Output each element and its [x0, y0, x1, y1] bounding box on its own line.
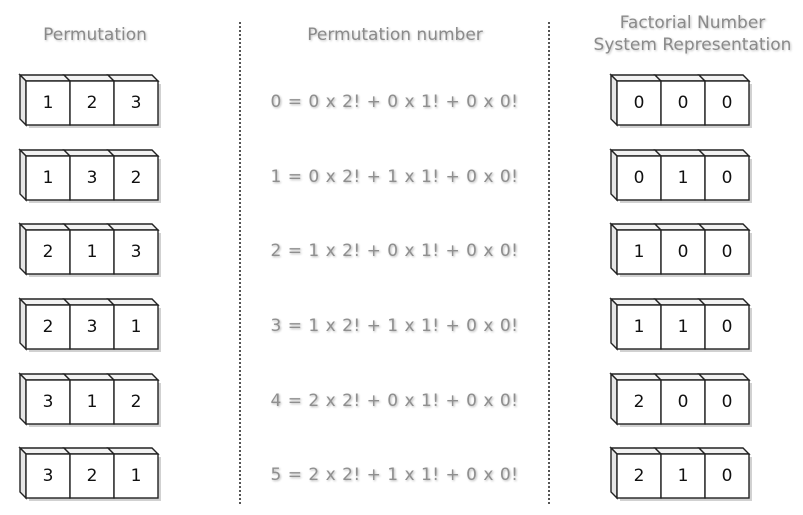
box-top-face — [699, 299, 749, 305]
box-top-face — [699, 448, 749, 454]
box-top-face — [611, 224, 661, 230]
permutation-boxes — [20, 148, 165, 204]
permutation-boxes-digit: 1 — [86, 392, 98, 412]
permutation-boxes-digit: 3 — [42, 392, 54, 412]
factorial-boxes — [611, 446, 756, 502]
box-side-face — [611, 448, 617, 498]
box-top-face — [64, 224, 114, 230]
box-top-face — [108, 299, 158, 305]
factorial-boxes-digit: 2 — [633, 392, 645, 412]
box-top-face — [655, 75, 705, 81]
box-side-face — [611, 75, 617, 125]
right-divider — [548, 22, 550, 504]
permutation-boxes-digit: 3 — [86, 317, 98, 337]
box-top-face — [108, 374, 158, 380]
permutation-boxes-digit: 3 — [130, 242, 142, 262]
permutation-boxes-digit: 1 — [86, 242, 98, 262]
factorial-boxes-digit: 0 — [721, 93, 733, 113]
box-top-face — [20, 374, 70, 380]
factorial-boxes — [611, 222, 756, 278]
box-side-face — [20, 224, 26, 274]
factorial-boxes — [611, 297, 756, 353]
permutation-boxes — [20, 73, 165, 129]
box-top-face — [655, 448, 705, 454]
box-side-face — [20, 374, 26, 424]
permutation-formula: 4 = 2 x 2! + 0 x 1! + 0 x 0! — [270, 391, 519, 411]
permutation-formula: 0 = 0 x 2! + 0 x 1! + 0 x 0! — [270, 92, 519, 112]
box-top-face — [64, 448, 114, 454]
permutation-boxes — [20, 446, 165, 502]
factorial-boxes-digit: 0 — [633, 93, 645, 113]
factorial-boxes — [611, 148, 756, 204]
box-side-face — [611, 299, 617, 349]
factorial-header — [580, 12, 803, 56]
box-top-face — [64, 374, 114, 380]
box-top-face — [699, 224, 749, 230]
box-top-face — [20, 224, 70, 230]
permutation-boxes-digit: 1 — [130, 466, 142, 486]
box-top-face — [20, 150, 70, 156]
factorial-boxes-digit: 0 — [721, 317, 733, 337]
factorial-header-line1: Factorial Number — [619, 13, 766, 33]
box-side-face — [20, 448, 26, 498]
permutation-boxes-digit: 3 — [130, 93, 142, 113]
permutation-formula: 5 = 2 x 2! + 1 x 1! + 0 x 0! — [270, 465, 519, 485]
factorial-boxes-digit: 1 — [677, 168, 689, 188]
permutation-boxes-digit: 3 — [86, 168, 98, 188]
factorial-boxes-digit: 0 — [721, 466, 733, 486]
factorial-boxes-digit: 1 — [677, 466, 689, 486]
factorial-boxes-digit: 0 — [721, 392, 733, 412]
box-top-face — [655, 224, 705, 230]
factorial-boxes-digit: 2 — [633, 466, 645, 486]
box-top-face — [20, 299, 70, 305]
permutation-boxes-digit: 2 — [42, 242, 54, 262]
box-top-face — [64, 75, 114, 81]
permutation-boxes-digit: 2 — [86, 93, 98, 113]
box-top-face — [699, 75, 749, 81]
box-top-face — [64, 150, 114, 156]
permutation-boxes-digit: 2 — [86, 466, 98, 486]
factorial-boxes — [611, 73, 756, 129]
box-top-face — [108, 224, 158, 230]
box-top-face — [64, 299, 114, 305]
factorial-boxes-digit: 0 — [721, 242, 733, 262]
permutation-boxes — [20, 297, 165, 353]
box-top-face — [699, 150, 749, 156]
box-top-face — [611, 299, 661, 305]
permutation-boxes — [20, 372, 165, 428]
permutation-formula: 2 = 1 x 2! + 0 x 1! + 0 x 0! — [270, 241, 519, 261]
box-side-face — [20, 75, 26, 125]
permutation-boxes-digit: 1 — [42, 93, 54, 113]
factorial-boxes-digit: 1 — [633, 317, 645, 337]
box-side-face — [611, 150, 617, 200]
box-top-face — [699, 374, 749, 380]
box-top-face — [20, 75, 70, 81]
factorial-boxes-digit: 0 — [677, 392, 689, 412]
box-top-face — [611, 150, 661, 156]
box-top-face — [611, 448, 661, 454]
permutation-boxes — [20, 222, 165, 278]
box-top-face — [108, 150, 158, 156]
box-side-face — [611, 374, 617, 424]
box-top-face — [108, 448, 158, 454]
factorial-boxes-digit: 1 — [633, 242, 645, 262]
box-top-face — [655, 299, 705, 305]
permutation-boxes-digit: 1 — [130, 317, 142, 337]
box-top-face — [108, 75, 158, 81]
permutation-boxes-digit: 3 — [42, 466, 54, 486]
box-top-face — [611, 374, 661, 380]
permutation-boxes-digit: 2 — [130, 168, 142, 188]
permutation-header: Permutation — [43, 25, 147, 45]
left-divider — [239, 22, 241, 504]
box-top-face — [655, 150, 705, 156]
box-top-face — [655, 374, 705, 380]
permutation-boxes-digit: 1 — [42, 168, 54, 188]
factorial-header-line2: System Representation — [593, 35, 792, 55]
factorial-boxes-digit: 0 — [633, 168, 645, 188]
factorial-boxes-digit: 1 — [677, 317, 689, 337]
box-top-face — [611, 75, 661, 81]
box-side-face — [20, 150, 26, 200]
permutation-boxes-digit: 2 — [130, 392, 142, 412]
permutation-formula: 1 = 0 x 2! + 1 x 1! + 0 x 0! — [270, 167, 519, 187]
permutation-number-header: Permutation number — [307, 25, 483, 45]
box-side-face — [611, 224, 617, 274]
factorial-boxes-digit: 0 — [677, 242, 689, 262]
factorial-boxes-digit: 0 — [677, 93, 689, 113]
box-side-face — [20, 299, 26, 349]
permutation-formula: 3 = 1 x 2! + 1 x 1! + 0 x 0! — [270, 316, 519, 336]
permutation-boxes-digit: 2 — [42, 317, 54, 337]
box-top-face — [20, 448, 70, 454]
factorial-boxes-digit: 0 — [721, 168, 733, 188]
factorial-boxes — [611, 372, 756, 428]
